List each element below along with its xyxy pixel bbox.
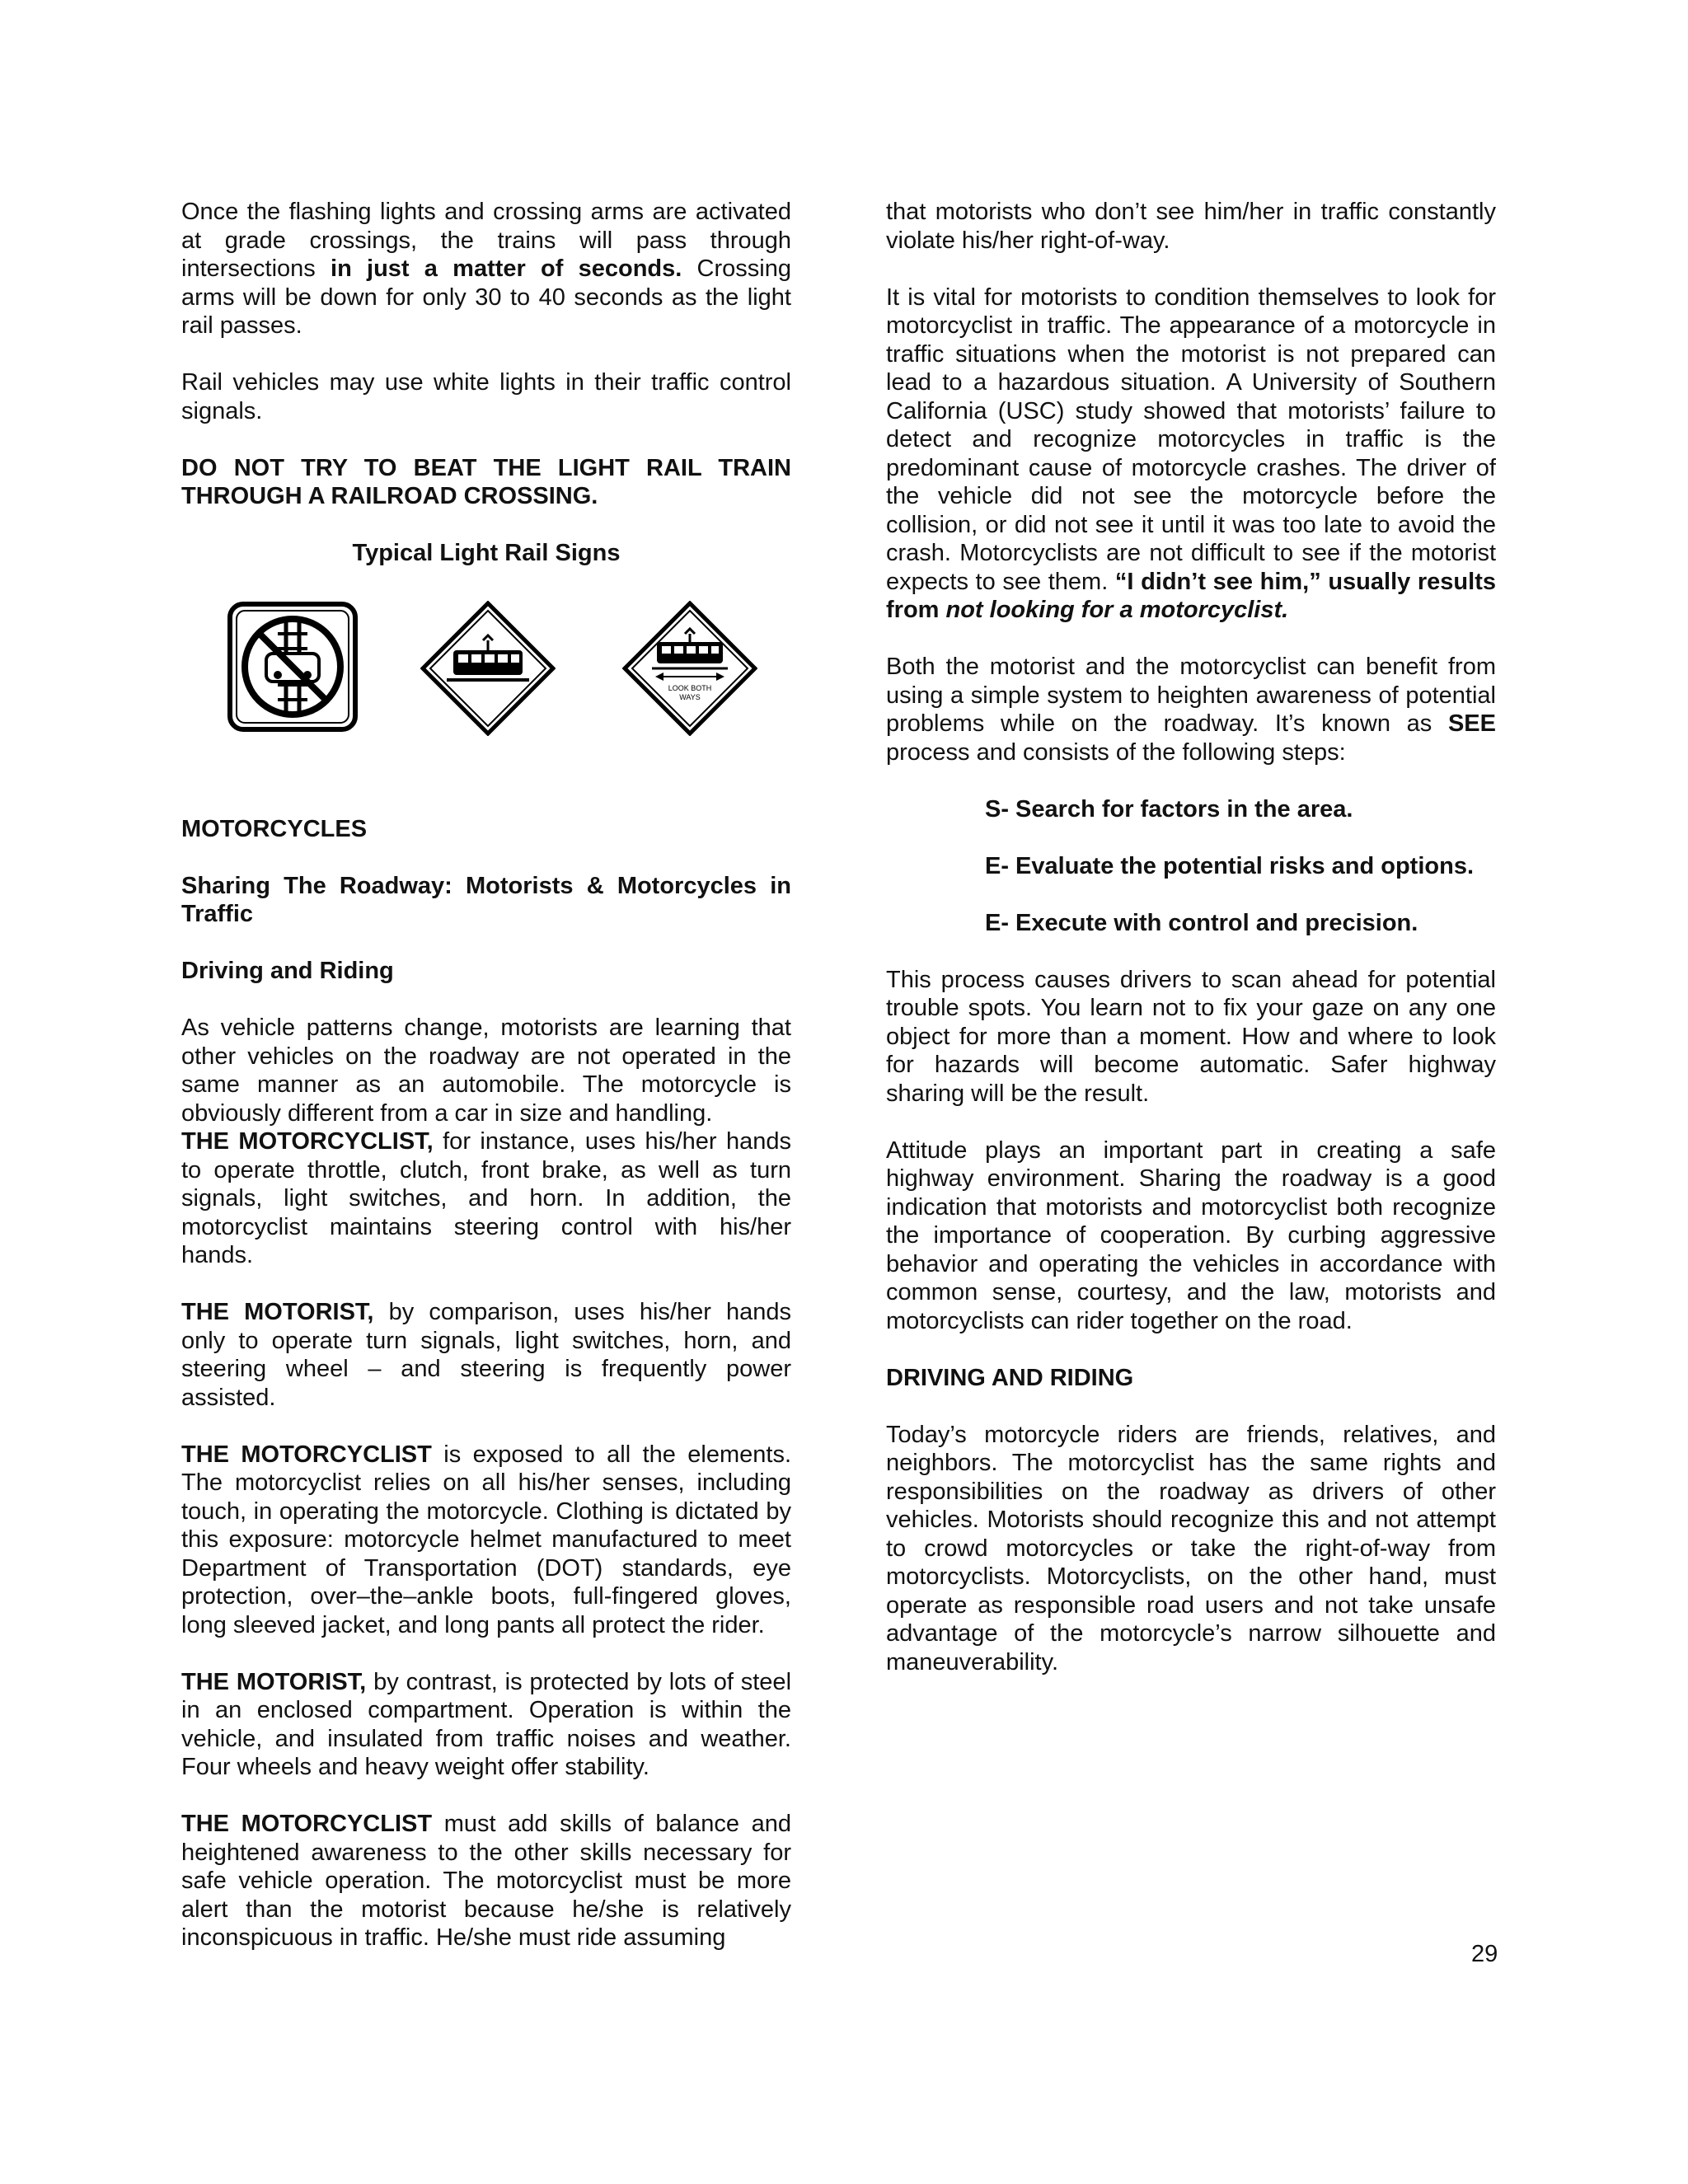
signs-title: Typical Light Rail Signs — [352, 540, 621, 566]
step-execute: E- Execute with control and precision. — [985, 909, 1418, 936]
light-rail-warning-sign-icon — [420, 601, 556, 736]
paragraph-motorist-protected: THE MOTORIST, by contrast, is protected by lots of steel in an enclosed compartment. Operation is within the vehicle, and insulated from traffic noises and weather. Four wheels and heavy weight offer stability. — [181, 1668, 792, 1780]
left-column — [181, 198, 791, 1952]
paragraph-motorcyclist-hands: THE MOTORCYCLIST, for instance, uses his/her hands to operate throttle, clutch, front brake, as well as turn signals, light switches, and horn. In addition, the motorcyclist maintains steering control with his/her hands. — [181, 1128, 791, 1268]
paragraph-motorist-hands: THE MOTORIST, by comparison, uses his/her hands only to operate turn signals, light switches, horn, and steering wheel – and steering is frequently power assisted. — [181, 1299, 791, 1411]
right-column — [886, 198, 1496, 1705]
no-vehicle-on-tracks-sign-icon — [227, 601, 359, 733]
heading-sharing-roadway: Sharing The Roadway: Motorists & Motorcycles in Traffic — [181, 872, 791, 927]
warning-heading: DO NOT TRY TO BEAT THE LIGHT RAIL TRAIN THROUGH A RAILROAD CROSSING. — [181, 454, 791, 509]
paragraph-attitude: Attitude plays an important part in creating a safe highway environment. Sharing the roadway is a good indication that motorists and motorcyclist both recognize the importance of cooperation. By curbing aggressive behavior and operating the vehicles in accordance with common sense, courtesy, and the law, motorists and motorcyclists can rider together on the road. — [886, 1137, 1496, 1334]
paragraph-see-process: Both the motorist and the motorcyclist can benefit from using a simple system to heighten awareness of potential problems while on the roadway. It’s known as SEE process and consists of the following steps: — [886, 654, 1496, 766]
paragraph-vehicle-patterns: As vehicle patterns change, motorists are learning that other vehicles on the roadway are not operated in the same manner as an automobile. The motorcycle is obviously different from a car in size and handling. — [181, 1015, 791, 1127]
paragraph-white-lights: Rail vehicles may use white lights in their traffic control signals. — [181, 369, 791, 424]
heading-driving-riding: Driving and Riding — [181, 958, 394, 984]
see-steps — [886, 795, 1496, 938]
paragraph-condition-to-look: It is vital for motorists to condition themselves to look for motorcyclist in traffic. The appearance of a motorcycle in traffic situations when the motorist is not prepared can lead to a hazardous situation. A University of Southern California (USC) study showed that motorists’ failure to detect and recognize motorcycles in traffic is the predominant cause of motorcycle crashes. The driver of the vehicle did not see the motorcycle before the collision, or did not see it until it was too late to avoid the crash. Motorcyclists are not difficult to see if the motorist expects to see them. “I didn’t see him,” usually results from not looking for a motorcyclist. — [886, 284, 1496, 623]
paragraph-motorcyclist-skills: THE MOTORCYCLIST must add skills of balance and heightened awareness to the other skills necessary for safe vehicle operation. The motorcyclist must be more alert than the motorist because he/she is relatively inconspicuous in traffic. He/she must ride assuming — [181, 1811, 791, 1951]
page-number: 29 — [1471, 1941, 1498, 1967]
paragraph-motorcyclist-elements: THE MOTORCYCLIST is exposed to all the elements. The motorcyclist relies on all his/her senses, including touch, in operating the motorcycle. Clothing is dictated by this exposure: motorcycle helmet manufactured to meet Department of Transportation (DOT) standards, eye protection, over–the–ankle boots, full-fingered gloves, long sleeved jacket, and long pants all protect the rider. — [181, 1441, 791, 1638]
paragraph-crossing-arms: Once the flashing lights and crossing arms are activated at grade crossings, the trains will pass through intersections in just a matter of seconds. Crossing arms will be down for only 30 to 40 seconds as the light rail passes. — [181, 199, 791, 339]
paragraph-right-of-way: that motorists who don’t see him/her in traffic constantly violate his/her right-of-way. — [886, 199, 1496, 254]
look-both-ways-text-2: WAYS — [679, 692, 701, 701]
look-both-ways-sign-icon — [622, 601, 757, 736]
light-rail-signs — [181, 601, 791, 733]
heading-motorcycles: MOTORCYCLES — [181, 815, 368, 842]
paragraph-scan-ahead: This process causes drivers to scan ahead for potential trouble spots. You learn not to fix your gaze on any one object for more than a moment. How and where to look for hazards will become automatic. Safer highway sharing will be the result. — [886, 966, 1496, 1107]
look-both-ways-text-1: LOOK BOTH — [668, 683, 712, 692]
heading-driving-and-riding: DRIVING AND RIDING — [886, 1364, 1134, 1391]
step-search: S- Search for factors in the area. — [985, 795, 1353, 823]
paragraph-todays-riders: Today’s motorcycle riders are friends, relatives, and neighbors. The motorcyclist has the same rights and responsibilities on the roadway as drivers of other vehicles. Motorists should recognize this and not attempt to crowd motorcycles or take the right-of-way from motorcyclists. Motorcyclists, on the other hand, must operate as responsible road users and not take unsafe advantage of the motorcycle’s narrow silhouette and maneuverability. — [886, 1421, 1496, 1675]
step-evaluate: E- Evaluate the potential risks and options. — [985, 852, 1474, 879]
